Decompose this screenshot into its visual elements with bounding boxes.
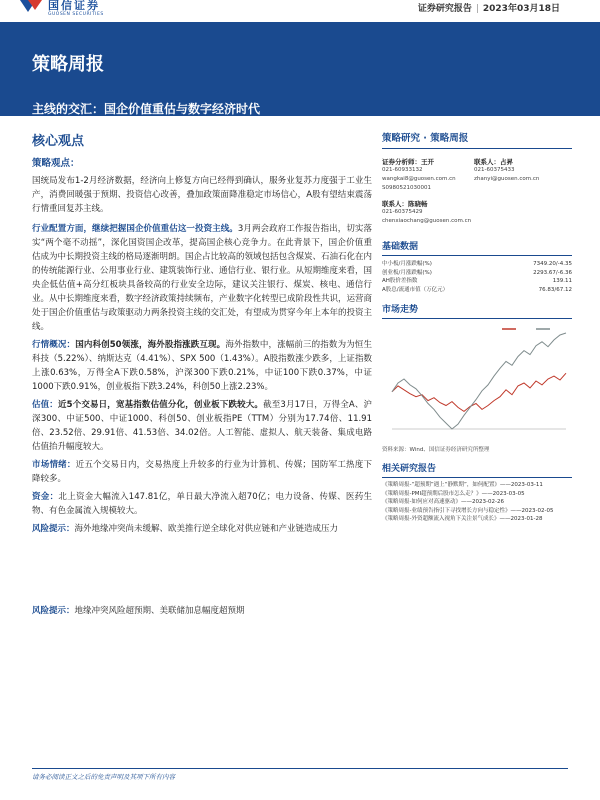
basic-data-label: 创业板/月涨跌幅(%): [382, 269, 432, 276]
strategy-label: 策略观点：: [32, 158, 80, 169]
market-trend-title: 市场走势: [382, 302, 572, 319]
analyst-phone: 021-60375429: [382, 209, 423, 215]
valuation-key: 估值：: [32, 400, 58, 410]
section-title: 核心观点: [32, 134, 85, 149]
paragraph-risk: [32, 522, 372, 536]
core-views-column: [32, 130, 372, 536]
sidebar: [382, 130, 572, 524]
market-trend-svg: [382, 323, 572, 443]
top-bar: [0, 0, 600, 20]
sentiment-text: 近五个交易日内，交易热度上升较多的行业为计算机、传媒；国防军工热度下降较多。: [32, 460, 372, 484]
basic-data-value: 76.83/67.12: [538, 286, 572, 293]
risk-text: 海外地缘冲突尚未缓解、欧美推行逆全球化对供应链和产业链造成压力: [74, 524, 339, 534]
basic-data-value: 139.11: [552, 278, 572, 284]
market-text: 海外指数中，涨幅前三的指数为为恒生科技（5.22%）、纳斯达克（4.41%）、SPX 500（1.43%）。A股指数涨少跌多，上证指数上涨0.63%，万得全A下跌0.58%，沪深300下跌0.21%，中证100下跌0.37%，中证1000下跌0.91%，创业板指下跌3.24%，科创50上涨2.23%。: [32, 340, 372, 392]
sidebar-title: 策略研究 · 策略周报: [382, 130, 572, 149]
series-line-1: [392, 333, 566, 429]
company-logo: [18, 0, 158, 20]
logo-mark-icon: [18, 0, 44, 16]
related-report-link[interactable]: 《策略周报-“超预期”遇上“静默期”，如何配置》——2023-03-11: [382, 482, 543, 488]
paragraph-market: [32, 338, 372, 394]
analyst-name: 联系人：陈晓畅: [382, 200, 428, 208]
sentiment-key: 市场情绪：: [32, 460, 76, 470]
funds-text: 北上资金大幅流入147.81亿，单日最大净流入超70亿；电力设备、传媒、医药生物、有色金属流入规模较大。: [32, 492, 372, 516]
report-date: 2023年03月18日: [482, 4, 560, 14]
related-reports-title: 相关研究报告: [382, 461, 572, 478]
paragraph-overview: 国统局发布1-2月经济数据，经济向上修复方向已经得到确认，服务业复苏力度强于工业生产，消费回暖强于预期、投资信心改善，叠加政策面降准稳定市场信心，A股有望结束震荡行情重回复苏主线。: [32, 176, 372, 214]
paragraph-industry: [32, 222, 372, 334]
report-meta: [418, 1, 560, 14]
footer: [32, 768, 568, 781]
chart-source-note: 资料来源：Wind、国信证券经济研究所整理: [382, 447, 490, 453]
analyst-card: [474, 157, 572, 193]
risk-warning-text: 地缘冲突风险超预期、美联储加息幅度超预期: [74, 606, 245, 616]
basic-data-label: 中小板/月涨跌幅(%): [382, 261, 432, 267]
risk-warning-key: 风险提示：: [32, 606, 75, 616]
analyst-email: wangkai8@guosen.com.cn: [382, 176, 456, 182]
risk-key: 风险提示：: [32, 524, 75, 534]
basic-data-row: [382, 277, 572, 286]
valuation-text: 截至3月17日，万得全A、沪深300、中证500、中证1000、科创50、创业板指PE（TTM）分别为17.74倍、11.91倍、23.52倍、29.91倍、41.53倍、34.02倍。人工智能、虚拟人、航天装备、集成电路估值抬升幅度较大。: [32, 400, 372, 452]
related-report-link[interactable]: 《策略周报-如何应对高速驱动》——2023-02-26: [382, 499, 504, 505]
paragraph-funds: [32, 490, 372, 518]
basic-data-row: [382, 269, 572, 278]
market-bold: 国内科创50领涨，海外股指涨跌互现。: [75, 340, 226, 350]
logo-english-name: GUOSEN SECURITIES: [48, 12, 104, 17]
funds-key: 资金：: [32, 492, 59, 502]
title-banner: [0, 22, 600, 116]
analyst-phone: 021-60375433: [474, 167, 515, 173]
industry-text: 3月两会政府工作报告指出，切实落实“两个毫不动摇”，深化国资国企改革，提高国企核心竞争力。在此背景下，国企价值重估成为中长期投资主线的格局逐渐明朗。国企占比较高的领域包括包含煤炭、石油石化在内的传统能源行业、公用事业行业、建筑装饰行业、通信行业、银行业。从短期维度来看，国央企低估值+高分红板块具备较高的行业安全边际，建议关注银行、煤炭、核电、通信行业。从中长期维度来看，数字经济政策持续频布，产业数字化转型已成阶段性共识，运营商处于国企价值重估与政策驱动力两条投资主线的交汇处，有望成为贯穿今年上本年的投资主线。: [32, 224, 373, 332]
disclaimer-note: 请务必阅读正文之后的免责声明及其项下所有内容: [32, 773, 175, 781]
analyst-card: [382, 199, 474, 226]
basic-data-title: 基础数据: [382, 239, 572, 256]
market-key: 行情概况：: [32, 340, 76, 350]
basic-data-label: AH股价差指数: [382, 278, 418, 284]
analyst-list: [382, 157, 572, 231]
related-report-link[interactable]: 《策略周报-PMI超预期后股市怎么走？》——2023-03-05: [382, 490, 525, 497]
basic-data-value: 7349.20/-4.35: [533, 261, 572, 267]
risk-warning: [32, 604, 245, 616]
basic-data-table: [382, 260, 572, 294]
analyst-email: zhanyi@guosen.com.cn: [474, 176, 540, 182]
basic-data-row: [382, 286, 572, 295]
paragraph-valuation: [32, 398, 372, 454]
basic-data-value: 2293.67/-6.36: [533, 269, 572, 276]
report-subtitle: 主线的交汇：国企价值重估与数字经济时代: [32, 102, 261, 116]
series-line-0: [392, 373, 566, 411]
market-trend-chart: [382, 323, 572, 443]
valuation-bold: 近5个交易日，宽基指数估值分化，创业板下跌较大。: [57, 400, 264, 410]
analyst-card: [382, 157, 474, 193]
analyst-name: 证券分析师：王开: [382, 158, 434, 166]
analyst-name: 联系人：占昇: [474, 158, 513, 166]
basic-data-label: A股总/流通市值（万亿元）: [382, 286, 449, 293]
report-type: 证券研究报告: [417, 4, 472, 14]
meta-separator: |: [475, 4, 479, 14]
related-report-link[interactable]: 《策略周报-业绩预告指引下寻找增长方向与稳定性》——2023-02-05: [382, 507, 554, 514]
related-report-link[interactable]: 《策略周报-外资超额流入视角下关注景气成长》——2023-01-28: [382, 516, 543, 522]
related-reports-list: [382, 481, 572, 524]
analyst-email: chenxiaochang@guosen.com.cn: [382, 218, 472, 224]
report-title: 策略周报: [32, 54, 104, 75]
analyst-license: S0980521030001: [382, 185, 431, 191]
basic-data-row: [382, 260, 572, 269]
paragraph-sentiment: [32, 458, 372, 486]
industry-key: 行业配置方面，继续把握国企价值重估这一投资主线。: [32, 224, 238, 234]
analyst-phone: 021-60933132: [382, 167, 423, 173]
logo-chinese-name: 国信证券: [48, 0, 100, 12]
